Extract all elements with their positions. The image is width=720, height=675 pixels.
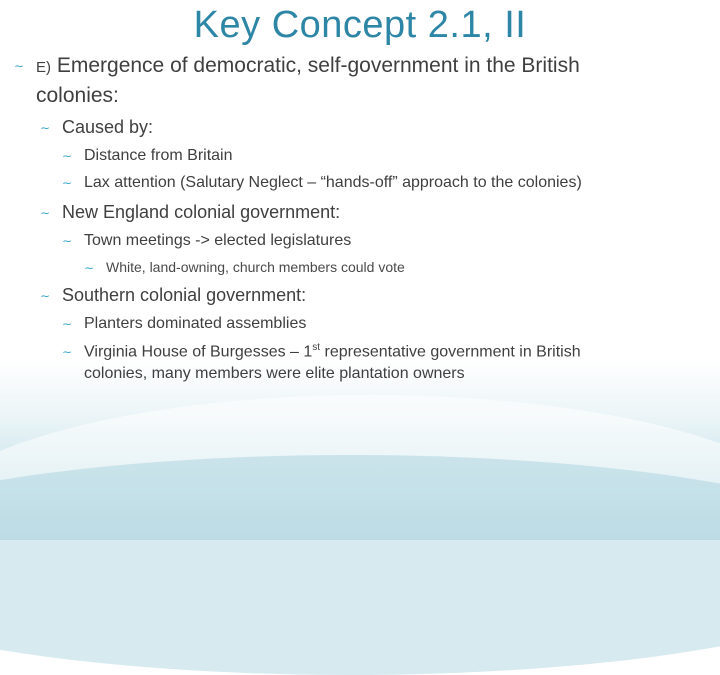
new-england-heading — [40, 202, 340, 223]
list-item-text-part2: representative government in British — [320, 343, 581, 361]
wave-bullet-icon: ∼ — [62, 345, 73, 360]
caused-by-heading — [40, 117, 153, 138]
point-e — [14, 54, 580, 78]
wave-bullet-icon: ∼ — [40, 121, 51, 136]
point-e-prefix: E) — [36, 59, 51, 76]
list-item-text-part1: Virginia House of Burgesses – 1 — [84, 343, 313, 361]
ordinal-suffix: st — [312, 342, 321, 353]
list-item-text: Planters dominated assemblies — [84, 315, 307, 332]
list-item-text-line2: colonies, many members were elite plantation owners — [84, 365, 465, 382]
new-england-label: New England colonial government: — [62, 202, 341, 222]
list-item-text: Lax attention (Salutary Neglect – “hands-off” approach to the colonies) — [84, 174, 582, 191]
background-wave-lower — [0, 455, 720, 675]
list-item-text: Town meetings -> elected legislatures — [84, 232, 352, 249]
caused-by-label: Caused by: — [62, 117, 154, 137]
wave-bullet-icon: ∼ — [62, 148, 73, 163]
point-e-continuation — [14, 84, 119, 108]
wave-bullet-icon: ∼ — [40, 206, 51, 221]
list-item — [62, 232, 351, 250]
list-item-text: Distance from Britain — [84, 147, 233, 164]
list-item — [62, 174, 582, 192]
wave-bullet-icon: ∼ — [62, 316, 73, 331]
list-item — [62, 315, 306, 333]
wave-bullet-icon: ∼ — [62, 175, 73, 190]
list-item-continuation — [62, 365, 465, 383]
southern-label: Southern colonial government: — [62, 285, 307, 305]
wave-bullet-icon: ∼ — [40, 289, 51, 304]
southern-heading — [40, 285, 306, 306]
wave-bullet-icon: ∼ — [84, 261, 95, 276]
wave-bullet-icon: ∼ — [62, 233, 73, 248]
list-item — [62, 147, 233, 165]
list-item — [62, 342, 581, 361]
point-e-text-line2: colonies: — [36, 84, 119, 107]
sub-list-item — [84, 259, 405, 275]
wave-bullet-icon: ∼ — [14, 59, 25, 74]
point-e-text: Emergence of democratic, self-government in the British — [56, 54, 580, 77]
sub-list-item-text: White, land-owning, church members could vote — [106, 259, 405, 275]
slide-title: Key Concept 2.1, II — [193, 4, 527, 46]
